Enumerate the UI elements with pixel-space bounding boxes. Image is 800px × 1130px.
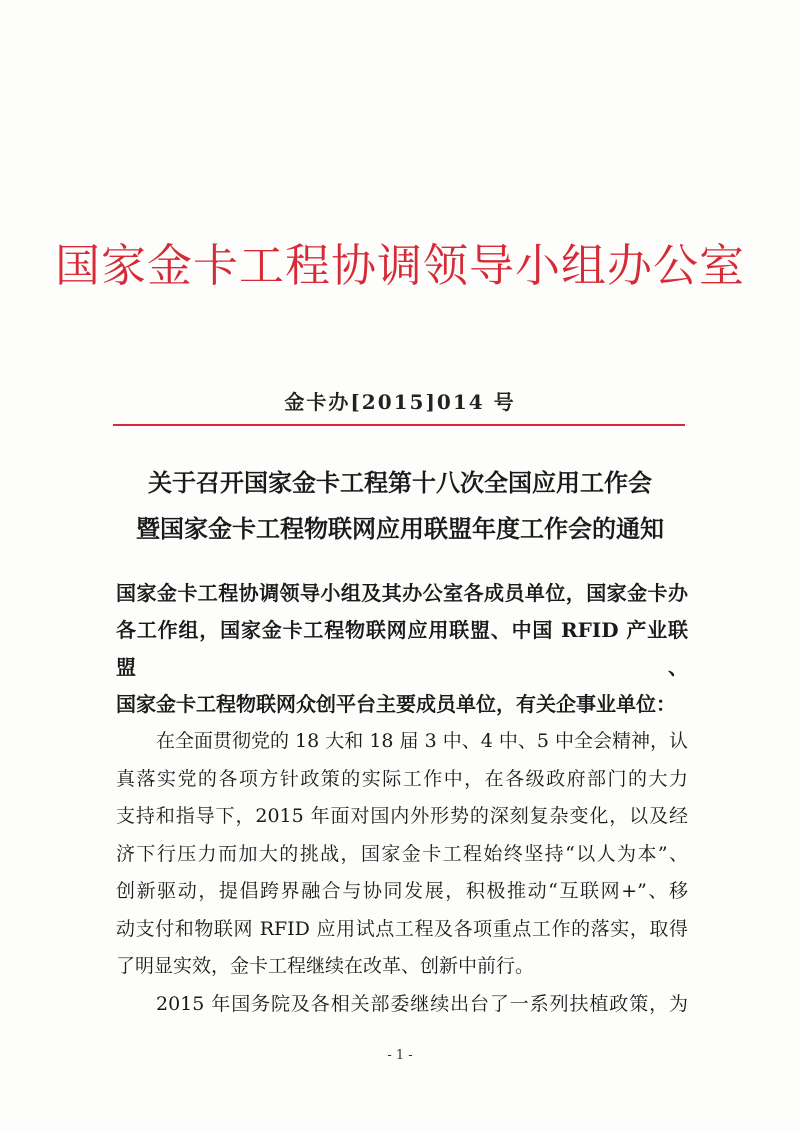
addressee-line-3: 国家金卡工程物联网众创平台主要成员单位，有关企事业单位： — [116, 692, 676, 716]
document-body — [116, 575, 688, 1023]
paragraph-2 — [116, 986, 688, 1024]
letterhead-title: 国家金卡工程协调领导小组办公室 — [54, 239, 745, 292]
paragraph-1-line: 在全面贯彻党的 18 大和 18 届 3 中、4 中、5 中全会精神，认 — [156, 730, 688, 752]
paragraph-1 — [116, 723, 688, 986]
paragraph-2-line: 2015 年国务院及各相关部委继续出台了一系列扶植政策，为 — [156, 992, 688, 1015]
paragraph-1-line: 动支付和物联网 RFID 应用试点工程及各项重点工作的落实，取得 — [116, 917, 688, 940]
paragraph-1-line: 支持和指导下，2015 年面对国内外形势的深刻复杂变化，以及经 — [116, 805, 688, 827]
document-number: 金卡办[2015]014 号 — [284, 390, 516, 414]
paragraph-1-line: 了明显实效，金卡工程继续在改革、创新中前行。 — [116, 955, 535, 977]
paragraph-1-line: 创新驱动，提倡跨界融合与协同发展，积极推动“互联网+”、移 — [116, 880, 688, 902]
addressee-line-2: 各工作组，国家金卡工程物联网应用联盟、中国 RFID 产业联盟、 — [116, 618, 688, 679]
red-divider-line — [113, 424, 685, 426]
page-number: - 1 - — [387, 1048, 413, 1063]
paragraph-1-line: 济下行压力而加大的挑战，国家金卡工程始终坚持“以人为本”、 — [116, 842, 688, 865]
notice-title-line-2: 暨国家金卡工程物联网应用联盟年度工作会的通知 — [136, 514, 664, 543]
paragraph-1-line: 真落实党的各项方针政策的实际工作中，在各级政府部门的大力 — [116, 767, 688, 790]
addressee-line-1: 国家金卡工程协调领导小组及其办公室各成员单位，国家金卡办 — [116, 581, 688, 605]
notice-title-line-1: 关于召开国家金卡工程第十八次全国应用工作会 — [148, 468, 652, 497]
